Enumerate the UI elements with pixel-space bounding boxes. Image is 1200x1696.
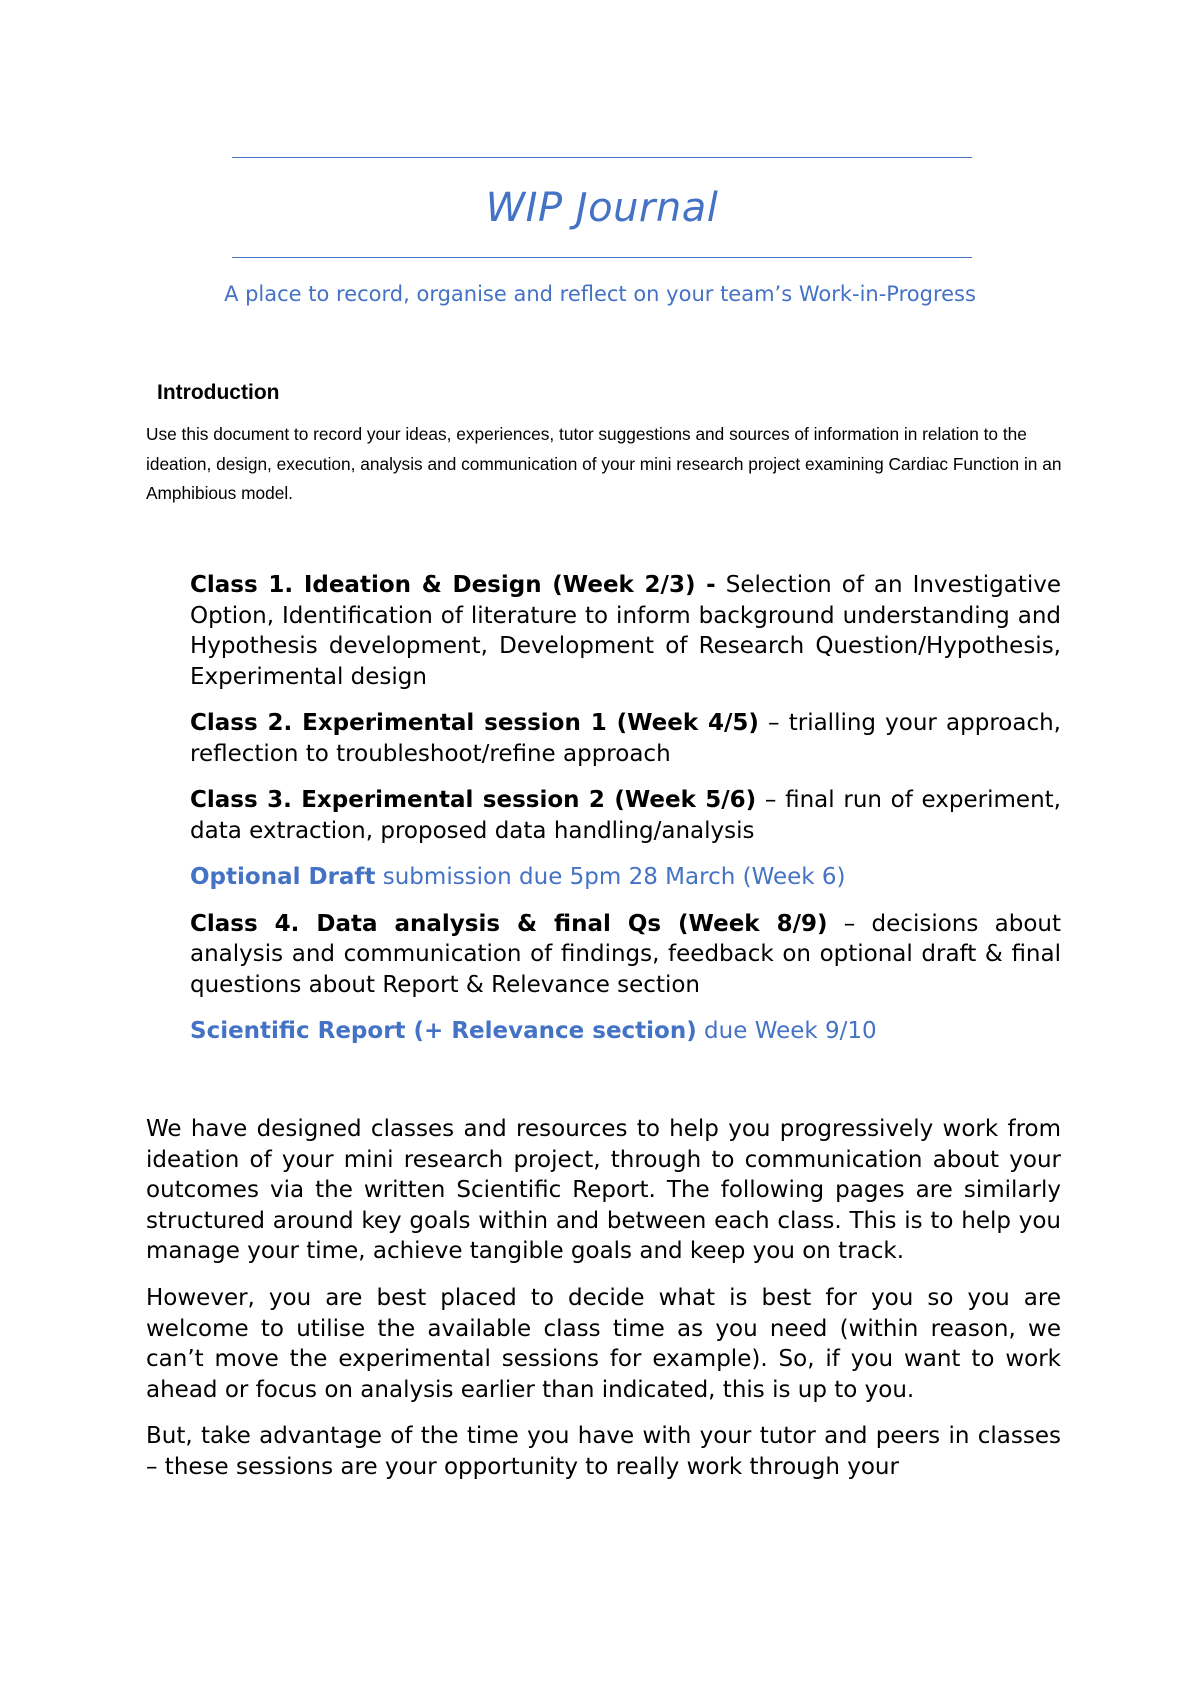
class-3-description: – final run of experiment, data extraction, proposed data handling/analysis — [190, 787, 1061, 844]
class-1-label: Class 1. Ideation & Design (Week 2/3) - — [190, 572, 716, 598]
class-4-label: Class 4. Data analysis & final Qs (Week 8/9) — [190, 910, 828, 937]
page-subtitle: A place to record, organise and reflect on your team’s Work-in-Progress — [224, 282, 976, 306]
class-schedule — [190, 570, 1061, 1063]
class-2-label: Class 2. Experimental session 1 (Week 4/5) — [190, 710, 759, 736]
body-text — [146, 1114, 1061, 1499]
introduction-text: Use this document to record your ideas, experiences, tutor suggestions and sources of information in relation to the ideation, design, execution, analysis and communication of your mini research project examining Cardiac Function in an Amphibious model. — [146, 424, 1062, 503]
class-3-label: Class 3. Experimental session 2 (Week 5/6) — [190, 787, 757, 813]
class-4-item — [190, 909, 1061, 1001]
body-paragraph-2: However, you are best placed to decide what is best for you so you are welcome to utilise the available class time as you need (within reason, we can’t move the experimental sessions for example). So, if you want to work ahead or focus on analysis earlier than indicated, this is up to you. — [146, 1284, 1061, 1403]
page-title: WIP Journal — [485, 185, 719, 231]
class-1-item — [190, 570, 1061, 692]
class-2-description: – trialling your approach, reflection to troubleshoot/refine approach — [190, 710, 1061, 767]
body-paragraph-3: But, take advantage of the time you have with your tutor and peers in classes – these sessions are your opportunity to really work through your — [146, 1423, 1061, 1480]
optional-draft-deadline — [190, 862, 1061, 893]
class-3-item — [190, 785, 1061, 846]
scientific-report-deadline — [190, 1016, 1061, 1047]
class-2-item — [190, 708, 1061, 769]
introduction-heading: Introduction — [157, 381, 280, 404]
body-paragraph-1: We have designed classes and resources to help you progressively work from ideation of your mini research project, through to communication about your outcomes via the written Scientific Report. The following pages are similarly structured around key goals within and between each class. This is to help you manage your time, achieve tangible goals and keep you on track. — [146, 1116, 1061, 1265]
scientific-report-description: due Week 9/10 — [696, 1018, 877, 1044]
class-1-description: Selection of an Investigative Option, Identification of literature to inform background understanding and Hypothesis development, Development of Research Question/Hypothesis, Experimental design — [190, 572, 1061, 690]
title-rule-bottom — [232, 257, 972, 258]
title-rule-top — [232, 157, 972, 158]
optional-draft-description: submission due 5pm 28 March (Week 6) — [375, 864, 846, 890]
optional-draft-label: Optional Draft — [190, 864, 376, 890]
class-4-description: – decisions about analysis and communication of findings, feedback on optional draft & final questions about Report & Relevance section — [190, 910, 1061, 998]
scientific-report-label: Scientific Report (+ Relevance section) — [190, 1018, 697, 1044]
